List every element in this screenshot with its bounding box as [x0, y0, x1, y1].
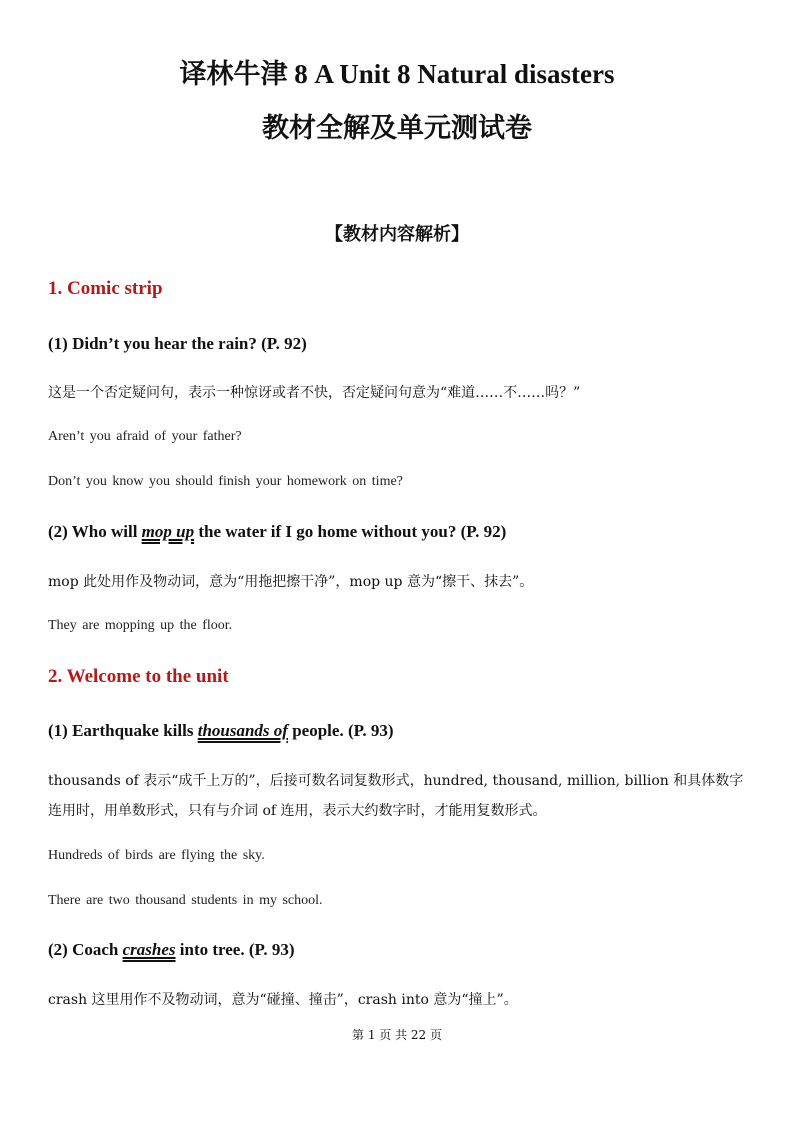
part2-item2-explanation: crash 这里用作不及物动词，意为“碰撞、撞击”，crash into 意为“撞上”。 [48, 992, 518, 1008]
part2-item1-explanation: thousands of 表示“成千上万的”，后接可数名词复数形式，hundred, thousand, million, billion 和具体数字连用时，用单数形式，只有与介词 of 连用，表示大约数字时，才能用复数形式。 [48, 773, 744, 819]
heading-text-post: people. (P. 93) [287, 721, 394, 740]
part1-item1-explanation: 这是一个否定疑问句，表示一种惊讶或者不快，否定疑问句意为“难道……不……吗？” [48, 385, 581, 401]
heading-text-pre: (2) Who will [48, 522, 142, 541]
part2-heading: 2. Welcome to the unit [48, 666, 229, 687]
heading-keyword: thousands of [197, 721, 288, 740]
part2-item2-heading [48, 940, 295, 960]
part1-heading: 1. Comic strip [48, 278, 163, 299]
part2-item1-heading [48, 721, 394, 741]
heading-keyword: mop up [141, 522, 195, 541]
part1-item2-explanation: mop 此处用作及物动词，意为“用拖把擦干净”，mop up 意为“擦干、抹去”。 [48, 574, 534, 590]
part2-item1-example2: There are two thousand students in my school. [48, 893, 323, 908]
heading-text-post: the water if I go home without you? (P. 92) [194, 522, 507, 541]
document-subtitle: 教材全解及单元测试卷 [262, 113, 532, 143]
part1-item2-heading [48, 522, 506, 542]
part1-item1-example2: Don’t you know you should finish your homework on time? [48, 474, 403, 489]
heading-keyword: crashes [122, 940, 176, 959]
document-title: 译林牛津 8 A Unit 8 Natural disasters [179, 59, 615, 89]
part1-item2-example1: They are mopping up the floor. [48, 618, 233, 633]
part1-item1-example1: Aren’t you afraid of your father? [48, 429, 242, 444]
section-title: 【教材内容解析】 [325, 224, 469, 245]
part2-item1-example1: Hundreds of birds are flying the sky. [48, 848, 265, 863]
page-number: 第 1 页 共 22 页 [352, 1028, 442, 1042]
part1-item1-heading: (1) Didn’t you hear the rain? (P. 92) [48, 334, 307, 353]
heading-text-pre: (1) Earthquake kills [48, 721, 198, 740]
heading-text-post: into tree. (P. 93) [175, 940, 295, 959]
heading-text-pre: (2) Coach [48, 940, 123, 959]
